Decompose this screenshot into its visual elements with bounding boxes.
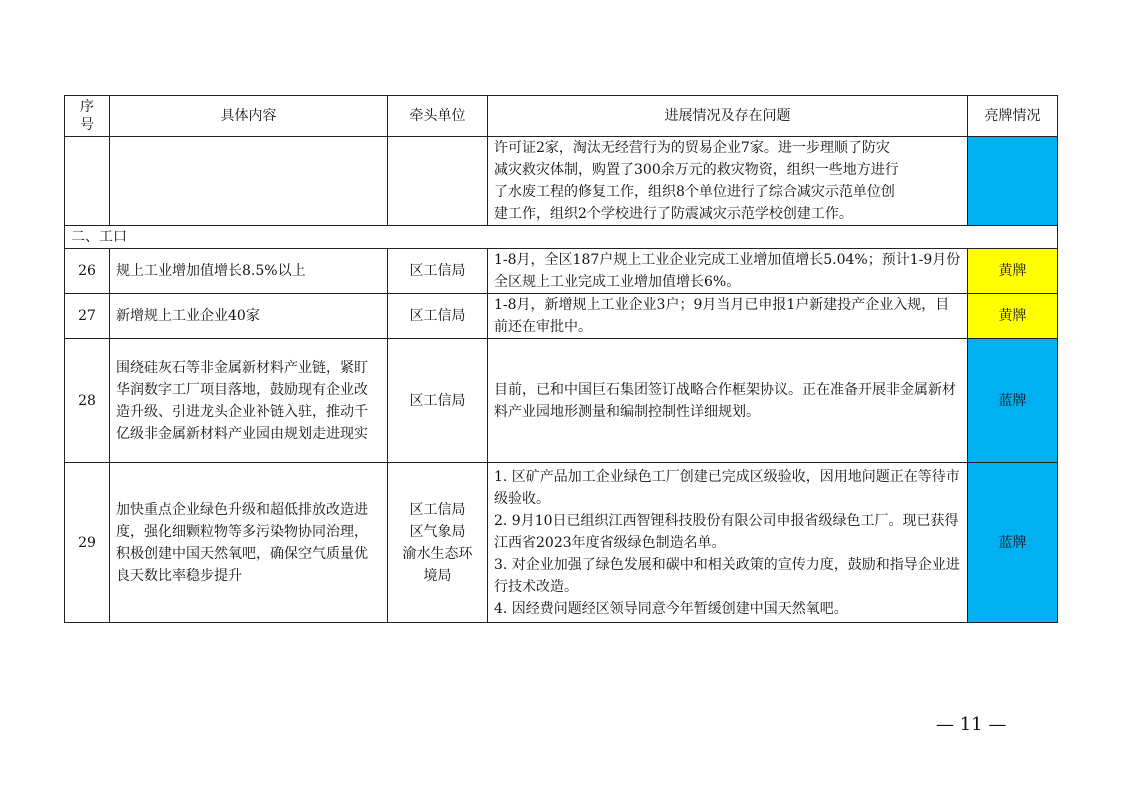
cell-unit: 区工信局 (388, 294, 488, 339)
progress-line: 建工作，组织2个学校进行了防震减灾示范学校创建工作。 (494, 206, 853, 222)
cell-progress: 1-8月，全区187户规上工业企业完成工业增加值增长5.04%；预计1-9月份全区规上工业完成工业增加值增长6%。 (488, 249, 968, 294)
cell-seq (65, 137, 110, 226)
status-badge: 黄牌 (968, 249, 1058, 294)
cell-content (110, 137, 388, 226)
table-header-row (65, 96, 1058, 137)
header-progress: 进展情况及存在问题 (488, 96, 968, 137)
progress-line: 减灾救灾体制，购置了300余万元的救灾物资，组织一些地方进行 (494, 162, 899, 178)
section-title: 二、工口 (65, 226, 1058, 249)
cell-unit: 区工信局 (388, 249, 488, 294)
page-number: — 11 — (936, 714, 1007, 735)
unit-line: 渝水生态环 (402, 545, 473, 562)
cell-progress (488, 137, 968, 226)
unit-line: 区气象局 (409, 523, 466, 540)
cell-seq: 26 (65, 249, 110, 294)
unit-line: 区工信局 (409, 501, 466, 518)
status-badge: 蓝牌 (968, 339, 1058, 463)
section-header-row (65, 226, 1058, 249)
header-seq: 序号 (65, 96, 110, 137)
progress-line: 了水废工程的修复工作，组织8个单位进行了综合减灾示范单位创 (494, 184, 895, 200)
cell-seq: 28 (65, 339, 110, 463)
table-row (65, 339, 1058, 463)
table-row (65, 463, 1058, 623)
header-status: 亮牌情况 (968, 96, 1058, 137)
cell-unit (388, 463, 488, 623)
cell-progress: 目前，已和中国巨石集团签订战略合作框架协议。正在准备开展非金属新材料产业园地形测量和编制控制性详细规划。 (488, 339, 968, 463)
status-cell-blue (968, 137, 1058, 226)
cell-progress (488, 463, 968, 623)
cell-content: 新增规上工业企业40家 (110, 294, 388, 339)
progress-line: 2. 9月10日已组织江西智锂科技股份有限公司申报省级绿色工厂。现已获得江西省2023年度省级绿色制造名单。 (494, 512, 959, 551)
progress-line: 1. 区矿产品加工企业绿色工厂创建已完成区级验收，因用地问题正在等待市级验收。 (494, 468, 960, 507)
cell-progress: 1-8月，新增规上工业企业3户；9月当月已申报1户新建投产企业入规，目前还在审批中。 (488, 294, 968, 339)
cell-content: 加快重点企业绿色升级和超低排放改造进度，强化细颗粒物等多污染物协同治理，积极创建中国天然氧吧，确保空气质量优良天数比率稳步提升 (110, 463, 388, 623)
progress-line: 4. 因经费问题经区领导同意今年暂缓创建中国天然氧吧。 (494, 600, 848, 617)
unit-line: 境局 (423, 567, 452, 584)
progress-line: 许可证2家，淘汰无经营行为的贸易企业7家。进一步理顺了防灾 (494, 140, 890, 156)
cell-seq: 27 (65, 294, 110, 339)
progress-table (64, 95, 1058, 623)
cell-seq: 29 (65, 463, 110, 623)
status-badge: 蓝牌 (968, 463, 1058, 623)
table-row (65, 294, 1058, 339)
status-badge: 黄牌 (968, 294, 1058, 339)
cell-content: 围绕硅灰石等非金属新材料产业链，紧盯华润数字工厂项目落地，鼓励现有企业改造升级、引进龙头企业补链入驻，推动千亿级非金属新材料产业园由规划走进现实 (110, 339, 388, 463)
table-row-continued (65, 137, 1058, 226)
header-unit: 牵头单位 (388, 96, 488, 137)
progress-line: 3. 对企业加强了绿色发展和碳中和相关政策的宣传力度，鼓励和指导企业进行技术改造。 (494, 556, 960, 595)
header-content: 具体内容 (110, 96, 388, 137)
cell-content: 规上工业增加值增长8.5%以上 (110, 249, 388, 294)
cell-unit (388, 137, 488, 226)
cell-unit: 区工信局 (388, 339, 488, 463)
table-row (65, 249, 1058, 294)
